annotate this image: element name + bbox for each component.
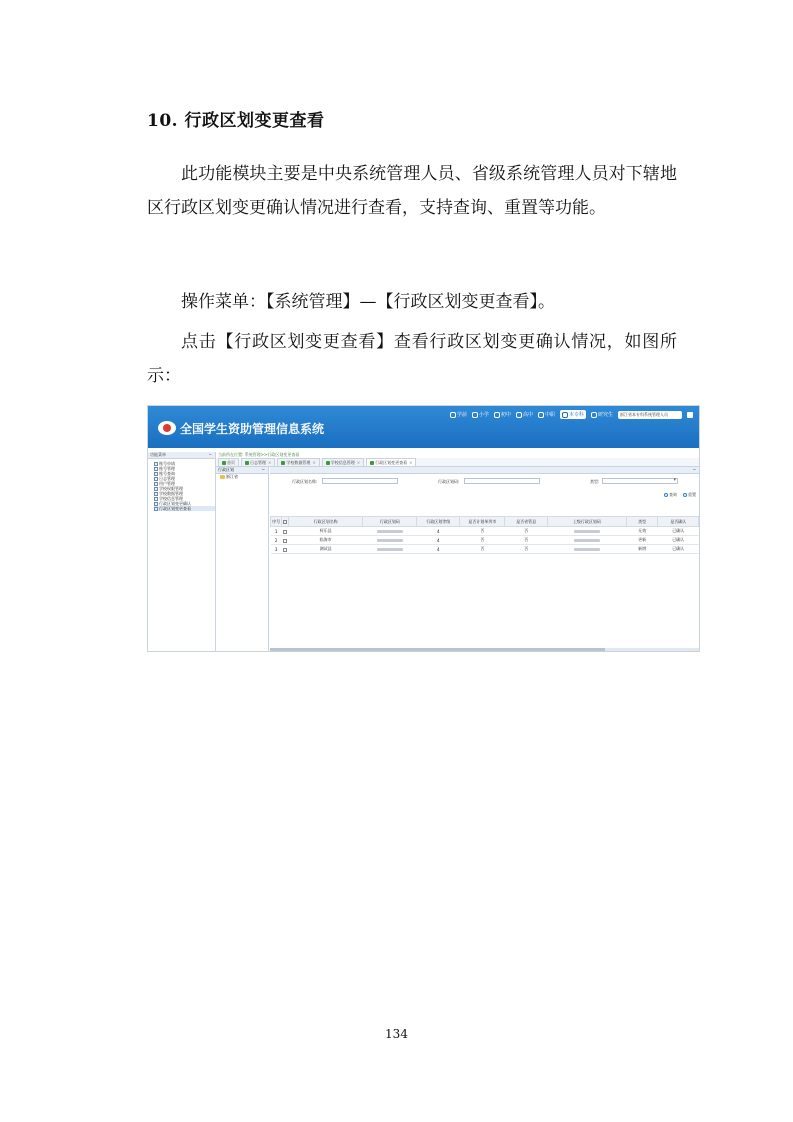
province-county-cell: 否 — [505, 527, 548, 536]
nav-preschool[interactable] — [450, 411, 467, 418]
graduation-cap-icon — [562, 412, 568, 418]
menu-item-label: 行政区划变更确认 — [159, 501, 191, 506]
col-header-select-all[interactable] — [282, 517, 289, 527]
tree-node-label: 浙江省 — [226, 474, 238, 479]
page-icon — [154, 507, 158, 511]
home-icon — [222, 461, 226, 465]
tab-icon — [370, 461, 374, 465]
menu-item-region-view[interactable] — [154, 506, 215, 511]
redacted-value — [574, 548, 600, 551]
app-header — [148, 406, 699, 448]
province-county-cell: 否 — [505, 545, 548, 554]
embedded-screenshot — [147, 405, 700, 652]
menu-item-label: 用户管理 — [159, 481, 175, 486]
table-row[interactable] — [271, 545, 699, 554]
region-level-cell: 4 — [417, 545, 460, 554]
region-name-cell: 临海市 — [289, 536, 363, 545]
region-name-input[interactable] — [322, 478, 398, 484]
menu-item-label: 行政区划变更查看 — [159, 506, 191, 511]
tab-school-data[interactable] — [277, 458, 319, 466]
collapse-icon[interactable]: − — [208, 452, 212, 457]
col-header: 序号 — [271, 517, 282, 527]
row-select-cell[interactable] — [282, 545, 289, 554]
page-icon — [154, 472, 158, 476]
horizontal-scrollbar[interactable] — [270, 648, 699, 651]
page-icon — [154, 492, 158, 496]
page-icon — [154, 477, 158, 481]
region-name-label: 行政区划名称: — [292, 479, 318, 484]
col-header: 上级行政区划码 — [548, 517, 627, 527]
nav-label: 小学 — [478, 412, 489, 418]
region-code-cell — [363, 527, 417, 536]
page-number: 134 — [385, 1027, 408, 1041]
nav-primary[interactable] — [472, 411, 489, 418]
nav-vocational[interactable] — [538, 411, 555, 418]
region-code-cell — [363, 536, 417, 545]
col-header: 是否计划单列市 — [460, 517, 505, 527]
collapse-icon[interactable]: − — [692, 467, 696, 472]
region-code-cell — [363, 545, 417, 554]
row-number: 2 — [271, 536, 282, 545]
query-panel-header — [270, 467, 699, 474]
plan-city-cell: 否 — [460, 545, 505, 554]
tab-label: 首页 — [227, 459, 235, 465]
region-code-input[interactable] — [464, 478, 540, 484]
action-row — [270, 490, 699, 500]
system-title: 全国学生资助管理信息系统 — [180, 422, 325, 436]
reset-button[interactable] — [683, 492, 696, 498]
tab-home[interactable] — [218, 458, 239, 466]
region-name-cell: 测试县 — [289, 545, 363, 554]
nav-label: 中职 — [544, 412, 555, 418]
tab-log-manage[interactable] — [241, 458, 275, 466]
region-level-cell: 4 — [417, 536, 460, 545]
vocational-icon — [538, 412, 544, 418]
close-icon[interactable]: × — [312, 459, 316, 465]
col-header: 行政区划等级 — [417, 517, 460, 527]
region-tree-panel — [216, 467, 269, 652]
breadcrumb: 当前所在位置: 系统管理>>行政区划变更查看 — [218, 452, 300, 457]
tab-icon — [326, 461, 330, 465]
table-header-row — [271, 517, 699, 527]
plan-city-cell: 否 — [460, 527, 505, 536]
intro-paragraph: 此功能模块主要是中央系统管理人员、省级系统管理人员对下辖地区行政区划变更确认情况进行查看，支持查询、重置等功能。 — [147, 164, 677, 218]
nav-label: 学前 — [456, 412, 467, 418]
select-all-checkbox[interactable] — [283, 520, 287, 524]
row-checkbox[interactable] — [283, 539, 287, 543]
redacted-value — [377, 548, 403, 551]
page-icon — [154, 502, 158, 506]
nav-label: 初中 — [500, 412, 511, 418]
province-county-cell: 否 — [505, 536, 548, 545]
redacted-value — [574, 539, 600, 542]
page-icon — [154, 462, 158, 466]
query-label: 查询 — [669, 492, 677, 497]
logo-icon — [158, 421, 176, 435]
tab-icon — [281, 461, 285, 465]
tab-label: 日志管理 — [250, 459, 266, 465]
function-menu — [148, 452, 216, 652]
tab-label: 学校数据管理 — [286, 459, 311, 465]
region-level-cell: 4 — [417, 527, 460, 536]
logout-icon[interactable] — [687, 412, 693, 418]
close-icon[interactable]: × — [268, 459, 272, 465]
primary-icon — [472, 412, 478, 418]
row-select-cell[interactable] — [282, 536, 289, 545]
confirm-cell: 已确认 — [658, 527, 699, 536]
nav-label: 高中 — [522, 412, 533, 418]
tab-bar — [216, 458, 699, 467]
region-code-label: 行政区划码: — [438, 479, 460, 484]
confirm-cell: 已确认 — [658, 536, 699, 545]
senior-icon — [516, 412, 522, 418]
result-table — [270, 516, 699, 554]
instruction-paragraph: 点击【行政区划变更查看】查看行政区划变更确认情况，如图所示： — [147, 332, 677, 386]
row-number: 3 — [271, 545, 282, 554]
search-icon — [664, 493, 668, 497]
nav-graduate[interactable] — [591, 411, 613, 418]
region-name-cell: 柯乐县 — [289, 527, 363, 536]
redacted-value — [574, 530, 600, 533]
close-icon[interactable]: × — [409, 459, 413, 465]
collapse-icon[interactable]: − — [261, 467, 265, 472]
menu-item-label: 账号申请 — [159, 461, 175, 466]
reset-icon — [683, 493, 687, 497]
row-select-cell[interactable] — [282, 527, 289, 536]
query-button[interactable] — [664, 492, 677, 498]
menu-item-label: 学校信息管理 — [159, 496, 183, 501]
col-header: 是否省管县 — [505, 517, 548, 527]
tab-label: 行政区划变更查看 — [375, 459, 408, 465]
region-tree-header — [216, 467, 268, 474]
close-icon[interactable]: × — [356, 459, 361, 465]
row-checkbox[interactable] — [283, 548, 287, 552]
folder-icon — [220, 475, 225, 479]
function-menu-title: 功能菜单 — [150, 452, 166, 457]
page-icon — [154, 482, 158, 486]
table-row[interactable] — [271, 527, 699, 536]
main-area — [216, 452, 699, 652]
col-header: 是否确认 — [658, 517, 699, 527]
col-header: 行政区划码 — [363, 517, 417, 527]
nav-label: 研究生 — [597, 412, 613, 418]
row-checkbox[interactable] — [283, 530, 287, 534]
parent-code-cell — [548, 536, 627, 545]
reset-label: 重置 — [688, 492, 696, 497]
redacted-value — [377, 530, 403, 533]
scrollbar-thumb[interactable] — [270, 648, 605, 651]
parent-code-cell — [548, 527, 627, 536]
junior-icon — [494, 412, 500, 418]
tree-node-zhejiang[interactable] — [216, 474, 268, 480]
function-menu-header — [148, 452, 215, 459]
tab-label: 学校信息管理 — [330, 459, 355, 465]
parent-code-cell — [548, 545, 627, 554]
menu-item-label: 学校数据管理 — [159, 491, 183, 496]
plan-city-cell: 否 — [460, 536, 505, 545]
table-row[interactable] — [271, 536, 699, 545]
type-select[interactable] — [602, 478, 678, 484]
section-heading: 10. 行政区划变更查看 — [147, 111, 325, 131]
tab-region-view[interactable] — [366, 458, 416, 466]
tab-icon — [245, 461, 249, 465]
top-nav — [450, 410, 693, 419]
page-icon — [154, 497, 158, 501]
type-cell: 无效 — [626, 527, 658, 536]
menu-item-label: 账号查询 — [159, 471, 175, 476]
page-icon — [154, 467, 158, 471]
preschool-icon — [450, 412, 456, 418]
col-header: 行政区划名称 — [289, 517, 363, 527]
nav-undergraduate[interactable] — [560, 410, 586, 419]
page-icon — [154, 487, 158, 491]
type-cell: 新增 — [626, 545, 658, 554]
type-label: 类型: — [590, 479, 600, 484]
region-tree-title: 行政区划 — [218, 467, 234, 472]
nav-junior[interactable] — [494, 411, 511, 418]
graduate-icon — [591, 412, 597, 418]
nav-label: 本专科 — [568, 412, 584, 418]
redacted-value — [377, 539, 403, 542]
menu-item-label: 账号管理 — [159, 466, 175, 471]
type-cell: 更新 — [626, 536, 658, 545]
row-number: 1 — [271, 527, 282, 536]
nav-senior[interactable] — [516, 411, 533, 418]
menu-path-paragraph: 操作菜单：【系统管理】—【行政区划变更查看】。 — [181, 292, 555, 312]
col-header: 类型 — [626, 517, 658, 527]
menu-item-label: 日志管理 — [159, 476, 175, 481]
menu-item-label: 学校权限管理 — [159, 486, 183, 491]
filter-row — [270, 474, 699, 490]
query-panel — [270, 467, 699, 652]
confirm-cell: 已确认 — [658, 545, 699, 554]
user-role-select[interactable]: 浙江省本专科系统管理人员 — [618, 411, 682, 419]
tab-school-info[interactable] — [322, 458, 364, 466]
